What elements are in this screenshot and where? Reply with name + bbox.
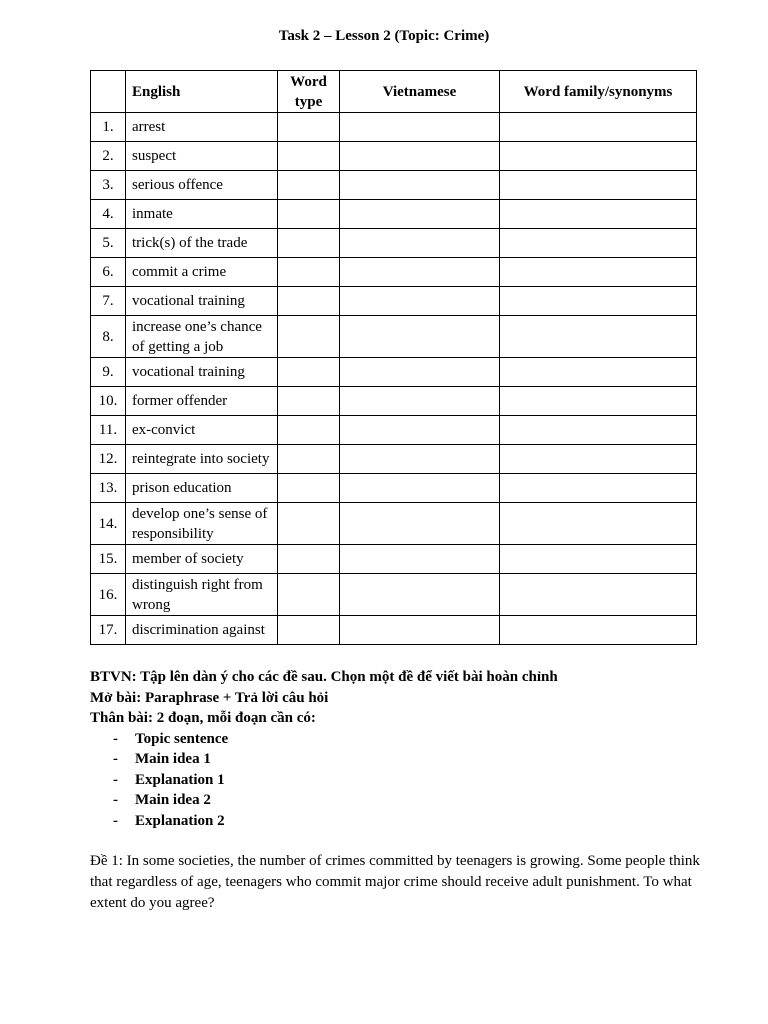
row-number: 13. <box>91 474 126 503</box>
row-word-family <box>500 574 697 616</box>
row-word-type <box>278 574 340 616</box>
row-word-family <box>500 142 697 171</box>
row-number: 17. <box>91 616 126 645</box>
row-word-family <box>500 113 697 142</box>
bullet-dash: - <box>113 771 118 788</box>
row-vietnamese <box>340 316 500 358</box>
outline-bullet <box>90 790 700 811</box>
row-number: 10. <box>91 387 126 416</box>
row-vietnamese <box>340 229 500 258</box>
row-word-family <box>500 258 697 287</box>
row-vietnamese <box>340 616 500 645</box>
table-row <box>91 113 697 142</box>
homework-intro-instruction: Mở bài: Paraphrase + Trả lời câu hỏi <box>90 689 329 706</box>
bullet-dash: - <box>113 751 118 767</box>
row-word-type <box>278 445 340 474</box>
row-word-family <box>500 316 697 358</box>
row-word-family <box>500 416 697 445</box>
table-row <box>91 171 697 200</box>
header-word-type <box>278 71 340 113</box>
table-row <box>91 142 697 171</box>
header-english: English <box>126 71 278 113</box>
row-word-type <box>278 287 340 316</box>
row-word-type <box>278 171 340 200</box>
row-word-family <box>500 616 697 645</box>
row-word-family <box>500 387 697 416</box>
row-english: member of society <box>126 545 278 574</box>
table-row <box>91 287 697 316</box>
row-word-type <box>278 258 340 287</box>
bullet-text: Main idea 2 <box>135 792 211 808</box>
row-word-family <box>500 503 697 545</box>
row-word-type <box>278 142 340 171</box>
row-english: increase one’s chance of getting a job <box>126 316 278 358</box>
row-word-type <box>278 387 340 416</box>
table-row <box>91 445 697 474</box>
homework-task: BTVN: Tập lên dàn ý cho các đề sau. Chọn một đề để viết bài hoàn chỉnh <box>90 669 558 685</box>
row-english: discrimination against <box>126 616 278 645</box>
row-english: commit a crime <box>126 258 278 287</box>
header-word-type-line1: Word <box>290 73 327 90</box>
row-english: former offender <box>126 387 278 416</box>
row-english: vocational training <box>126 358 278 387</box>
homework-line-1 <box>90 667 700 688</box>
row-number: 2. <box>91 142 126 171</box>
table-row <box>91 200 697 229</box>
table-header-row <box>91 71 697 113</box>
row-vietnamese <box>340 387 500 416</box>
table-row <box>91 258 697 287</box>
row-word-type <box>278 229 340 258</box>
row-english: ex-convict <box>126 416 278 445</box>
row-english: arrest <box>126 113 278 142</box>
bullet-text: Explanation 1 <box>135 771 225 788</box>
bullet-text: Main idea 1 <box>135 751 211 767</box>
outline-bullet-list <box>90 729 700 832</box>
row-word-type <box>278 545 340 574</box>
row-number: 9. <box>91 358 126 387</box>
row-word-family <box>500 358 697 387</box>
table-row <box>91 416 697 445</box>
row-number: 3. <box>91 171 126 200</box>
row-word-type <box>278 113 340 142</box>
row-vietnamese <box>340 545 500 574</box>
row-word-type <box>278 200 340 229</box>
table-row <box>91 616 697 645</box>
vocabulary-table <box>90 70 697 645</box>
header-number <box>91 71 126 113</box>
row-word-type <box>278 416 340 445</box>
row-vietnamese <box>340 503 500 545</box>
row-vietnamese <box>340 416 500 445</box>
bullet-dash: - <box>113 792 118 808</box>
table-row <box>91 358 697 387</box>
row-word-type <box>278 358 340 387</box>
row-number: 11. <box>91 416 126 445</box>
row-vietnamese <box>340 171 500 200</box>
row-vietnamese <box>340 358 500 387</box>
outline-bullet <box>90 749 700 770</box>
row-number: 4. <box>91 200 126 229</box>
page-title: Task 2 – Lesson 2 (Topic: Crime) <box>278 28 490 44</box>
bullet-dash: - <box>113 730 118 747</box>
row-english: prison education <box>126 474 278 503</box>
row-vietnamese <box>340 474 500 503</box>
outline-bullet <box>90 811 700 832</box>
row-vietnamese <box>340 574 500 616</box>
row-word-family <box>500 171 697 200</box>
row-word-family <box>500 229 697 258</box>
row-vietnamese <box>340 200 500 229</box>
row-number: 14. <box>91 503 126 545</box>
row-english: suspect <box>126 142 278 171</box>
table-row <box>91 574 697 616</box>
row-vietnamese <box>340 287 500 316</box>
table-row <box>91 387 697 416</box>
row-english: trick(s) of the trade <box>126 229 278 258</box>
row-word-family <box>500 200 697 229</box>
table-row <box>91 545 697 574</box>
bullet-text: Topic sentence <box>135 730 229 747</box>
row-number: 15. <box>91 545 126 574</box>
table-row <box>91 316 697 358</box>
homework-body-instruction: Thân bài: 2 đoạn, mỗi đoạn cần có: <box>90 710 316 726</box>
row-word-type <box>278 316 340 358</box>
row-word-family <box>500 445 697 474</box>
outline-bullet <box>90 729 700 750</box>
row-number: 1. <box>91 113 126 142</box>
table-row <box>91 503 697 545</box>
row-vietnamese <box>340 445 500 474</box>
row-word-family <box>500 474 697 503</box>
header-word-family: Word family/synonyms <box>500 71 697 113</box>
table-row <box>91 474 697 503</box>
row-word-type <box>278 616 340 645</box>
row-vietnamese <box>340 258 500 287</box>
row-word-type <box>278 474 340 503</box>
row-english: develop one’s sense of responsibility <box>126 503 278 545</box>
row-number: 6. <box>91 258 126 287</box>
row-english: distinguish right from wrong <box>126 574 278 616</box>
row-number: 7. <box>91 287 126 316</box>
row-number: 8. <box>91 316 126 358</box>
header-word-type-line2: type <box>294 93 323 110</box>
row-english: reintegrate into society <box>126 445 278 474</box>
row-number: 12. <box>91 445 126 474</box>
row-word-type <box>278 503 340 545</box>
row-english: serious offence <box>126 171 278 200</box>
row-vietnamese <box>340 142 500 171</box>
row-vietnamese <box>340 113 500 142</box>
row-number: 5. <box>91 229 126 258</box>
row-word-family <box>500 545 697 574</box>
header-vietnamese: Vietnamese <box>340 71 500 113</box>
row-word-family <box>500 287 697 316</box>
homework-instructions <box>90 667 700 831</box>
table-body <box>91 113 697 645</box>
outline-bullet <box>90 770 700 791</box>
table-row <box>91 229 697 258</box>
bullet-text: Explanation 2 <box>135 812 225 829</box>
bullet-dash: - <box>113 812 118 829</box>
essay-question: Đề 1: In some societies, the number of crimes committed by teenagers is growing. Some people think that regardless of age, teenagers who commit major crime should receive adult punishment. To what extent do you agree? <box>90 853 700 911</box>
row-english: inmate <box>126 200 278 229</box>
row-english: vocational training <box>126 287 278 316</box>
row-number: 16. <box>91 574 126 616</box>
